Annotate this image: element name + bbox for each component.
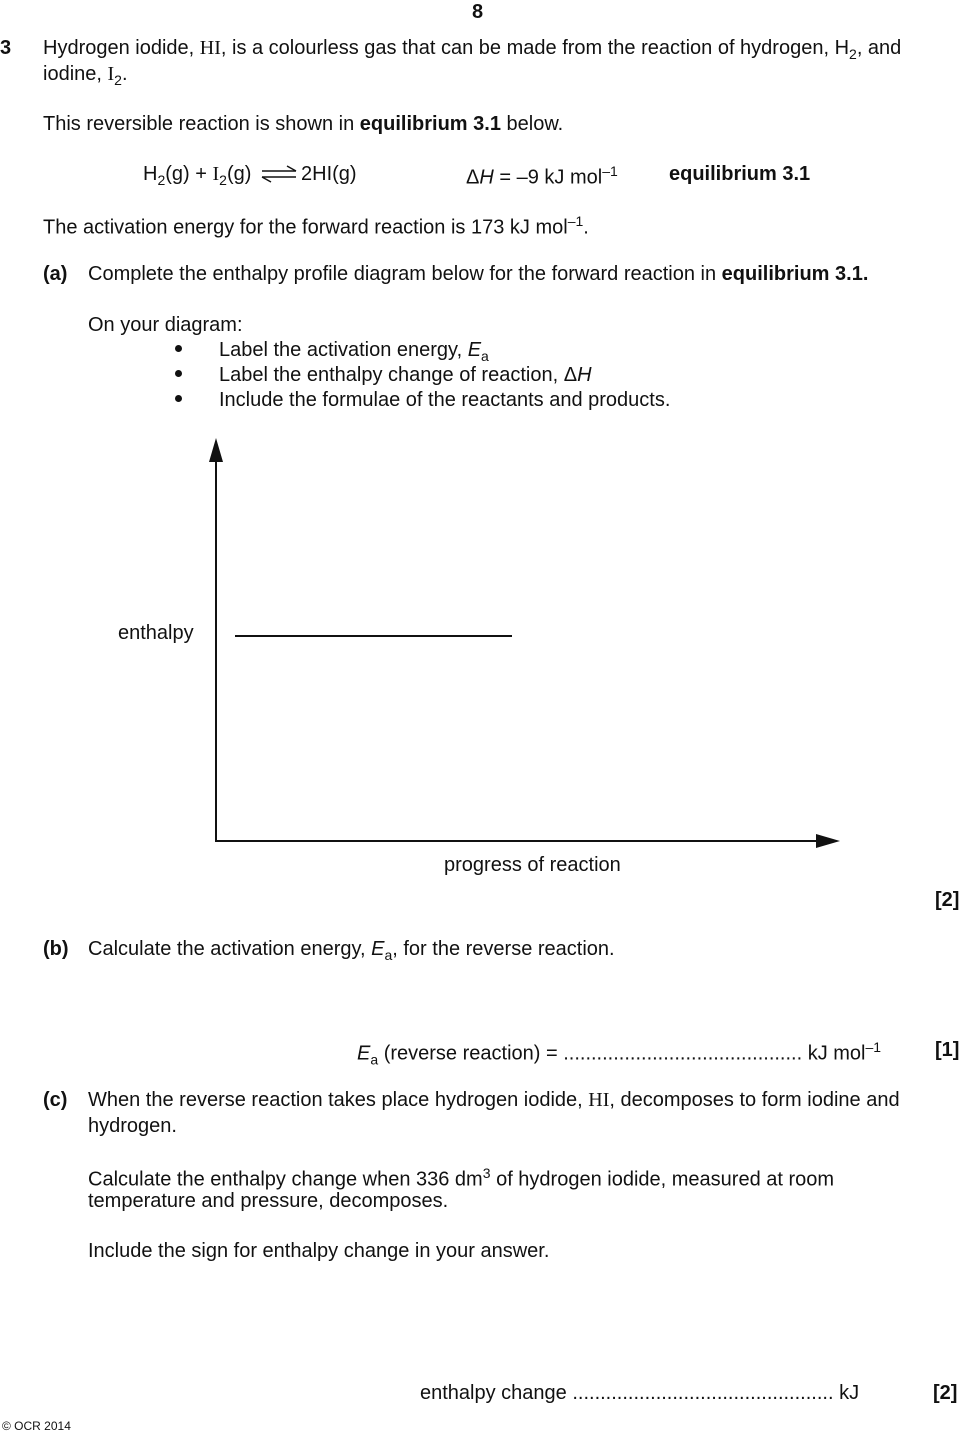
bullet-marker xyxy=(175,345,182,352)
delta-symbol: Δ xyxy=(563,364,578,386)
intro-text: iodine, xyxy=(43,63,108,85)
part-c-line-5: Include the sign for enthalpy change in your answer. xyxy=(88,1240,550,1262)
question-number: 3 xyxy=(0,37,12,59)
intro-text: Hydrogen iodide, xyxy=(43,37,200,59)
superscript: –1 xyxy=(865,1039,882,1055)
hi-formula: HI xyxy=(588,1089,610,1111)
answer-label: (reverse reaction) = xyxy=(378,1042,564,1065)
subscript: a xyxy=(370,1051,379,1068)
part-b-answer-line xyxy=(357,1040,881,1067)
question-text: Calculate the activation energy, xyxy=(88,938,372,960)
answer-unit: kJ mol xyxy=(802,1042,866,1065)
answer-blank[interactable]: ............................................... xyxy=(572,1382,834,1404)
part-a-marks: [2] xyxy=(935,889,960,911)
part-c-line-1 xyxy=(88,1090,900,1110)
e-symbol: E xyxy=(357,1042,371,1065)
bullet-formulae: Include the formulae of the reactants and products. xyxy=(219,389,671,411)
superscript: 3 xyxy=(482,1165,491,1181)
subscript: 2 xyxy=(114,71,122,88)
part-c-label: (c) xyxy=(43,1089,68,1111)
intro-text: , is a colourless gas that can be made from the reaction of hydrogen, H xyxy=(220,37,850,59)
e-symbol: E xyxy=(371,938,385,960)
subscript: a xyxy=(481,347,489,364)
activation-text: The activation energy for the forward reaction is 173 kJ mol xyxy=(43,216,568,239)
part-c-answer-line xyxy=(420,1383,859,1403)
bullet-marker xyxy=(175,395,182,402)
equation-reactants xyxy=(143,164,251,187)
hi-formula: HI xyxy=(199,37,221,59)
equation-product: 2HI(g) xyxy=(301,163,357,185)
question-text: . xyxy=(862,263,869,285)
y-axis-arrowhead xyxy=(209,438,223,462)
activation-energy-text xyxy=(43,214,589,238)
bullet-activation-energy xyxy=(219,340,489,363)
answer-unit: kJ xyxy=(833,1382,860,1404)
subscript: a xyxy=(384,946,393,963)
part-b-label: (b) xyxy=(43,938,69,960)
state: (g) + xyxy=(165,163,213,185)
activation-text: . xyxy=(583,216,589,239)
part-c-line-2: hydrogen. xyxy=(88,1115,177,1137)
copyright-footer: © OCR 2014 xyxy=(2,1419,71,1433)
intro-text: , and xyxy=(856,37,902,59)
question-text: , for the reverse reaction. xyxy=(392,938,615,960)
superscript: –1 xyxy=(567,213,584,229)
h-symbol: H xyxy=(577,364,592,386)
x-axis-label: progress of reaction xyxy=(444,854,621,876)
iodine-formula: I xyxy=(107,63,115,85)
delta-symbol: Δ xyxy=(466,166,480,189)
part-a-label: (a) xyxy=(43,263,68,285)
bullet-enthalpy-change xyxy=(219,365,592,385)
question-text: Complete the enthalpy profile diagram below for the forward reaction in xyxy=(88,263,722,285)
answer-label: enthalpy change xyxy=(420,1382,573,1404)
superscript: –1 xyxy=(602,163,618,179)
subscript: 2 xyxy=(219,171,227,188)
question-text: , decomposes to form iodine and xyxy=(609,1089,900,1111)
subscript: 2 xyxy=(849,45,857,62)
intro-text: below. xyxy=(500,113,564,135)
intro-text: This reversible reaction is shown in xyxy=(43,113,360,135)
intro-line-1 xyxy=(43,38,901,61)
bullet-text: Label the activation energy, xyxy=(219,339,468,361)
intro-text: . xyxy=(121,63,128,85)
enthalpy-change-value xyxy=(466,164,618,188)
part-b-marks: [1] xyxy=(935,1039,960,1061)
state: (g) xyxy=(226,163,252,185)
bullet-text: Label the enthalpy change of reaction, xyxy=(219,364,564,386)
part-c-line-4: temperature and pressure, decomposes. xyxy=(88,1190,449,1212)
part-c-marks: [2] xyxy=(933,1382,958,1404)
part-b-question xyxy=(88,939,615,962)
subscript: 2 xyxy=(157,171,166,188)
y-axis-label: enthalpy xyxy=(118,622,194,644)
part-a-question xyxy=(88,264,868,284)
equilibrium-ref: equilibrium 3.1 xyxy=(721,263,863,285)
equilibrium-ref: equilibrium 3.1 xyxy=(359,113,501,135)
part-c-line-3 xyxy=(88,1166,834,1190)
on-diagram-heading: On your diagram: xyxy=(88,314,243,336)
x-axis-arrowhead xyxy=(816,834,840,848)
equilibrium-label: equilibrium 3.1 xyxy=(669,163,811,185)
question-text: When the reverse reaction takes place hydrogen iodide, xyxy=(88,1089,589,1111)
answer-blank[interactable]: ........................................... xyxy=(563,1042,803,1065)
intro-line-3 xyxy=(43,114,563,134)
hydrogen-formula: H xyxy=(143,163,158,185)
page-number: 8 xyxy=(472,1,484,23)
intro-line-2 xyxy=(43,64,128,87)
question-text: of hydrogen iodide, measured at room xyxy=(490,1168,835,1191)
iodine-formula: I xyxy=(212,163,220,185)
bullet-marker xyxy=(175,370,182,377)
h-symbol: H xyxy=(479,166,494,189)
question-text: Calculate the enthalpy change when 336 dm xyxy=(88,1168,483,1191)
dh-value: = –9 kJ mol xyxy=(493,166,603,189)
e-symbol: E xyxy=(467,339,482,361)
